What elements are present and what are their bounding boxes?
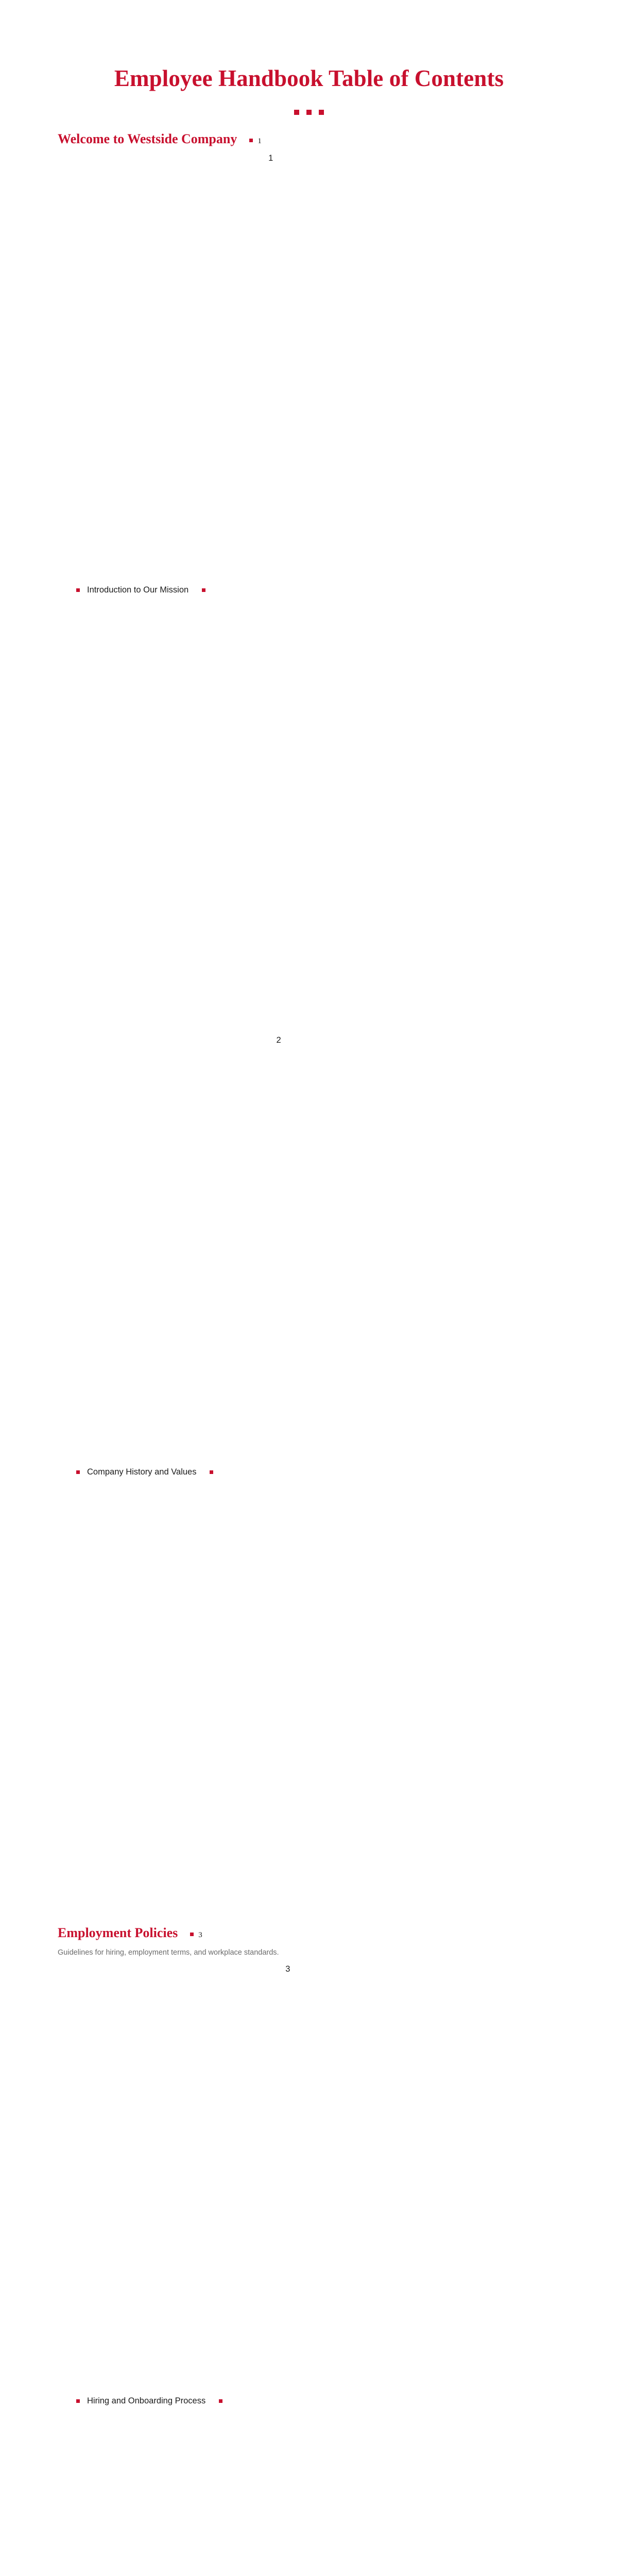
toc-section-page-number: 3	[198, 1931, 202, 1939]
section-marker-icon	[249, 139, 253, 142]
toc-entry-page-number: 3	[228, 1964, 560, 2576]
toc-entry-label: Hiring and Onboarding Process	[87, 2396, 205, 2406]
toc-entry-page-number: 1	[211, 153, 560, 1027]
ornament-square-icon	[306, 110, 312, 115]
bullet-square-icon	[76, 2399, 80, 2403]
toc-section-title: Employment Policies	[58, 1925, 178, 1941]
toc-entry[interactable]	[58, 153, 560, 1027]
toc-entry-label: Introduction to Our Mission	[87, 585, 188, 596]
bullet-square-icon	[76, 1470, 80, 1474]
toc-section-header[interactable]	[58, 131, 560, 147]
toc-section-title: Welcome to Westside Company	[58, 131, 237, 147]
toc-entry-page-number: 2	[218, 1035, 560, 1909]
toc-entry[interactable]	[58, 1035, 560, 1909]
toc-section	[58, 131, 560, 1909]
toc-section-header[interactable]	[58, 1925, 560, 1941]
bullet-square-icon	[76, 588, 80, 592]
page-title: Employee Handbook Table of Contents	[58, 0, 560, 92]
toc-entry-list	[58, 153, 560, 1909]
toc-entry-list	[58, 1964, 560, 2576]
toc-section-description: Guidelines for hiring, employment terms, and workplace standards.	[58, 1947, 560, 1958]
entry-marker-icon	[219, 2399, 222, 2403]
document-page	[0, 0, 618, 874]
toc-entry[interactable]	[58, 1964, 560, 2576]
section-marker-icon	[190, 1933, 194, 1936]
entry-marker-icon	[202, 588, 205, 592]
table-of-contents	[58, 131, 560, 2576]
entry-marker-icon	[210, 1470, 213, 1474]
ornament-square-icon	[319, 110, 324, 115]
title-ornament	[58, 109, 560, 115]
toc-section	[58, 1925, 560, 2576]
ornament-square-icon	[294, 110, 299, 115]
toc-entry-label: Company History and Values	[87, 1467, 196, 1478]
toc-section-page-number: 1	[258, 138, 262, 145]
